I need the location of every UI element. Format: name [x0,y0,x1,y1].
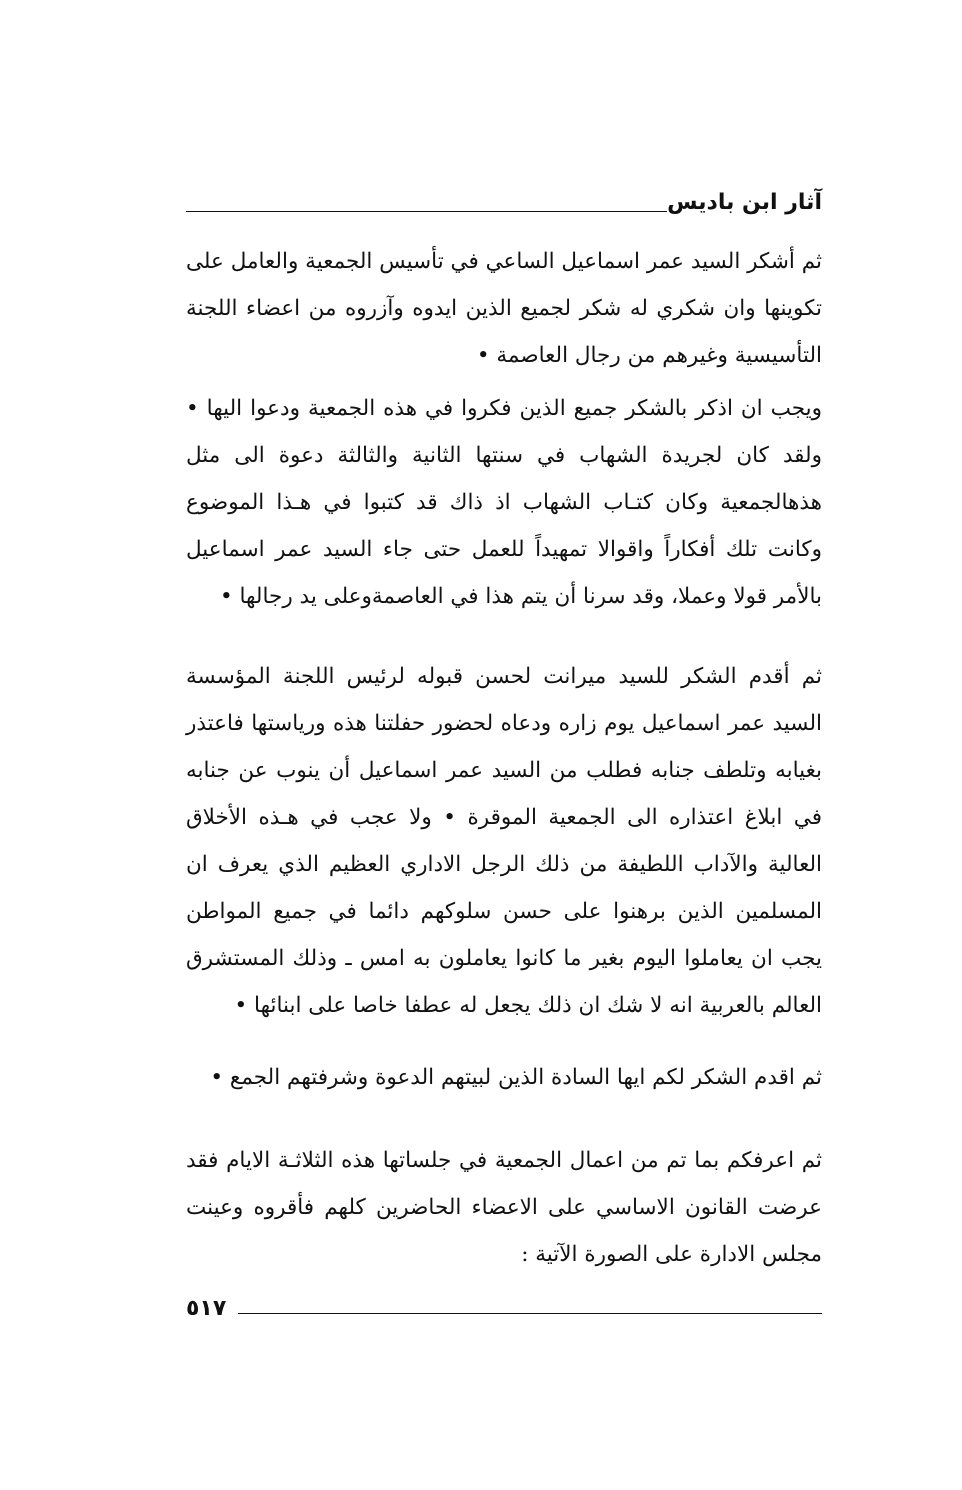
paragraph-1: ثم أشكر السيد عمر اسماعيل الساعي في تأسيس الجمعية والعامل على تكوينها وان شكري له شكر لجميع الذين ايدوه وآزروه من اعضاء اللجنة التأسيسية وغيرهم من رجال العاصمة • [186,249,822,368]
paragraph-3: ثم أقدم الشكر للسيد ميرانت لحسن قبوله لرئيس اللجنة المؤسسة السيد عمر اسماعيل يوم زاره ودعاه لحضور حفلتنا هذه ورياستها فاعتذر بغيابه وتلطف جنابه فطلب من السيد عمر اسماعيل أن ينوب عن جنابه في ابلاغ اعتذاره الى الجمعية الموقرة • ولا عجب في هـذه الأخلاق العالية والآداب اللطيفة من ذلك الرجل الاداري العظيم الذي يعرف ان المسلمين الذين برهنوا على حسن سلوكهم دائما في جميع المواطن يجب ان يعاملوا اليوم بغير ما كانوا يعاملون به امس ـ وذلك المستشرق العالم بالعربية انه لا شك ان ذلك يجعل له عطفا خاصا على ابنائها • [186,664,822,1018]
page-number: ٥١٧ [186,1296,227,1321]
footer-rule [238,1313,822,1314]
paragraph-5: ثم اعرفكم بما تم من اعمال الجمعية في جلساتها هذه الثلاثـة الايام فقد عرضت القانون الاساسي على الاعضاء الحاضرين كلهم فأقروه وعينت مجلس الادارة على الصورة الآتية : [186,1148,822,1267]
paragraph-2: ويجب ان اذكر بالشكر جميع الذين فكروا في هذه الجمعية ودعوا اليها • ولقد كان لجريدة الشهاب في سنتها الثانية والثالثة دعوة الى مثل هذهالجمعية وكان كتـاب الشهاب اذ ذاك قد كتبوا في هـذا الموضوع وكانت تلك أفكاراً واقوالا تمهيداً للعمل حتى جاء السيد عمر اسماعيل بالأمر قولا وعملا، وقد سرنا أن يتم هذا في العاصمةوعلى يد رجالها • [186,396,822,609]
running-title: آثار ابن باديس [667,190,822,215]
running-header [186,178,822,218]
page-footer [186,1291,822,1327]
paragraph-4: ثم اقدم الشكر لكم ايها السادة الذين لبيتهم الدعوة وشرفتهم الجمع • [210,1065,822,1090]
header-rule [186,211,667,212]
